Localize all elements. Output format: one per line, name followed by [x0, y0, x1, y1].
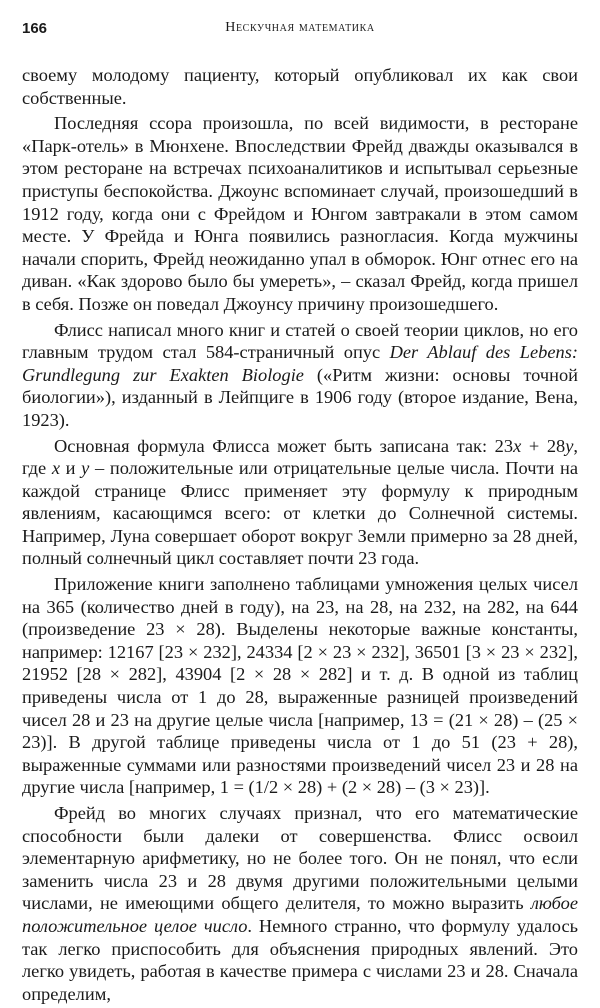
paragraph-tables: Приложение книги заполнено таблицами умножения целых чисел на 365 (количество дней в году), на 23, на 28, на 232, на 282, на 644 (произведение 23 × 28). Выделены некоторые важные константы, например: 12167 [23 × 232], 24334 [2 × 23 × 232], 36501 [3 × 23 × 232], 21952 [28 × 282], 43904 [2 × 28 × 282] и т. д. В одной из таблиц приведены числа от 1 до 28, выраженные разницей произведений чисел 28 и 23 на другие целые числа [например, 13 = (21 × 28) – (25 × 23)]. В другой таблице приведены числа от 1 до 51 (23 + 28), выраженные суммами или разностями произведений чисел 23 и 28 на другие числа [например, 1 = (1/2 × 28) + (2 × 28) – (3 × 23)].	[22, 574, 578, 798]
paragraph-continuation: своему молодому пациенту, который опубликовал их как свои собственные.	[22, 65, 578, 108]
text-span: Фрейд во многих случаях признал, что его математические способности были далеки от совершенства. Флисс освоил элементарную арифметику, но не более того. Он не понял, что если заменить числа 23 и 28 двумя другими положительными целыми числами, не имеющими общего делителя, то можно выразить	[22, 803, 578, 914]
paragraph-formula	[22, 435, 578, 571]
page-number: 166	[22, 20, 48, 37]
paragraph-fliess-books	[22, 319, 578, 432]
book-title: Der Ablauf des Lebens: Grundlegung zur Exakten Biologie	[22, 342, 578, 385]
paragraph-park-hotel: Последняя ссора произошла, по всей видимости, в ресторане «Парк-отель» в Мюнхене. Впоследствии Фрейд дважды оказывался в этом ресторане на встречах психоаналитиков и испытывал серьезные приступы беспокойства. Джоунс вспоминает случай, произошедший в 1912 году, когда они с Фрейдом и Юнгом завтракали в этом самом месте. У Фрейда и Юнга появились разногласия. Когда мужчины начали спорить, Фрейд неожиданно упал в обморок. Юнг отнес его на диван. «Как здорово было бы умереть», – сказал Фрейд, когда пришел в себя. Позже он поведал Джоунсу причину произошедшего.	[22, 113, 578, 314]
text-span: («Ритм жизни: основы точной биологии»), изданный в Лейпциге в 1906 году (второе издание, Вена, 1923).	[22, 364, 578, 430]
text-span: – положительные или отрицательные целые числа. Почти на каждой странице Флисс применяет эту формулу к природным явлениям, касающимся всего: от клетки до Солнечной системы. Например, Луна совершает оборот вокруг Земли примерно за 28 дней, полный солнечный цикл составляет почти 23 года.	[22, 458, 578, 569]
text-span: Флисс написал много книг и статей о своей теории циклов, но его главным трудом стал 584-страничный опус	[22, 319, 578, 363]
paragraph-freud-math	[22, 802, 578, 1005]
variable-y: y	[81, 458, 90, 479]
variable-x: x	[513, 435, 522, 456]
text-span: и	[59, 458, 82, 479]
emphasis: любое положительное целое число	[22, 893, 578, 936]
page-header	[22, 18, 578, 42]
text-span: Основная формула Флисса может быть записана так: 23	[54, 435, 514, 456]
running-title: Нескучная математика	[225, 20, 375, 35]
book-page	[22, 18, 578, 1008]
text-span: + 28	[521, 435, 566, 456]
variable-y: y	[565, 435, 574, 456]
variable-x: x	[51, 458, 60, 479]
text-span: , где	[22, 435, 578, 479]
text-span: . Немного странно, что формулу удалось так легко приспособить для объяснения природных явлений. Это легко увидеть, работая в качестве примера с числами 23 и 28. Сначала определим,	[22, 915, 578, 1004]
